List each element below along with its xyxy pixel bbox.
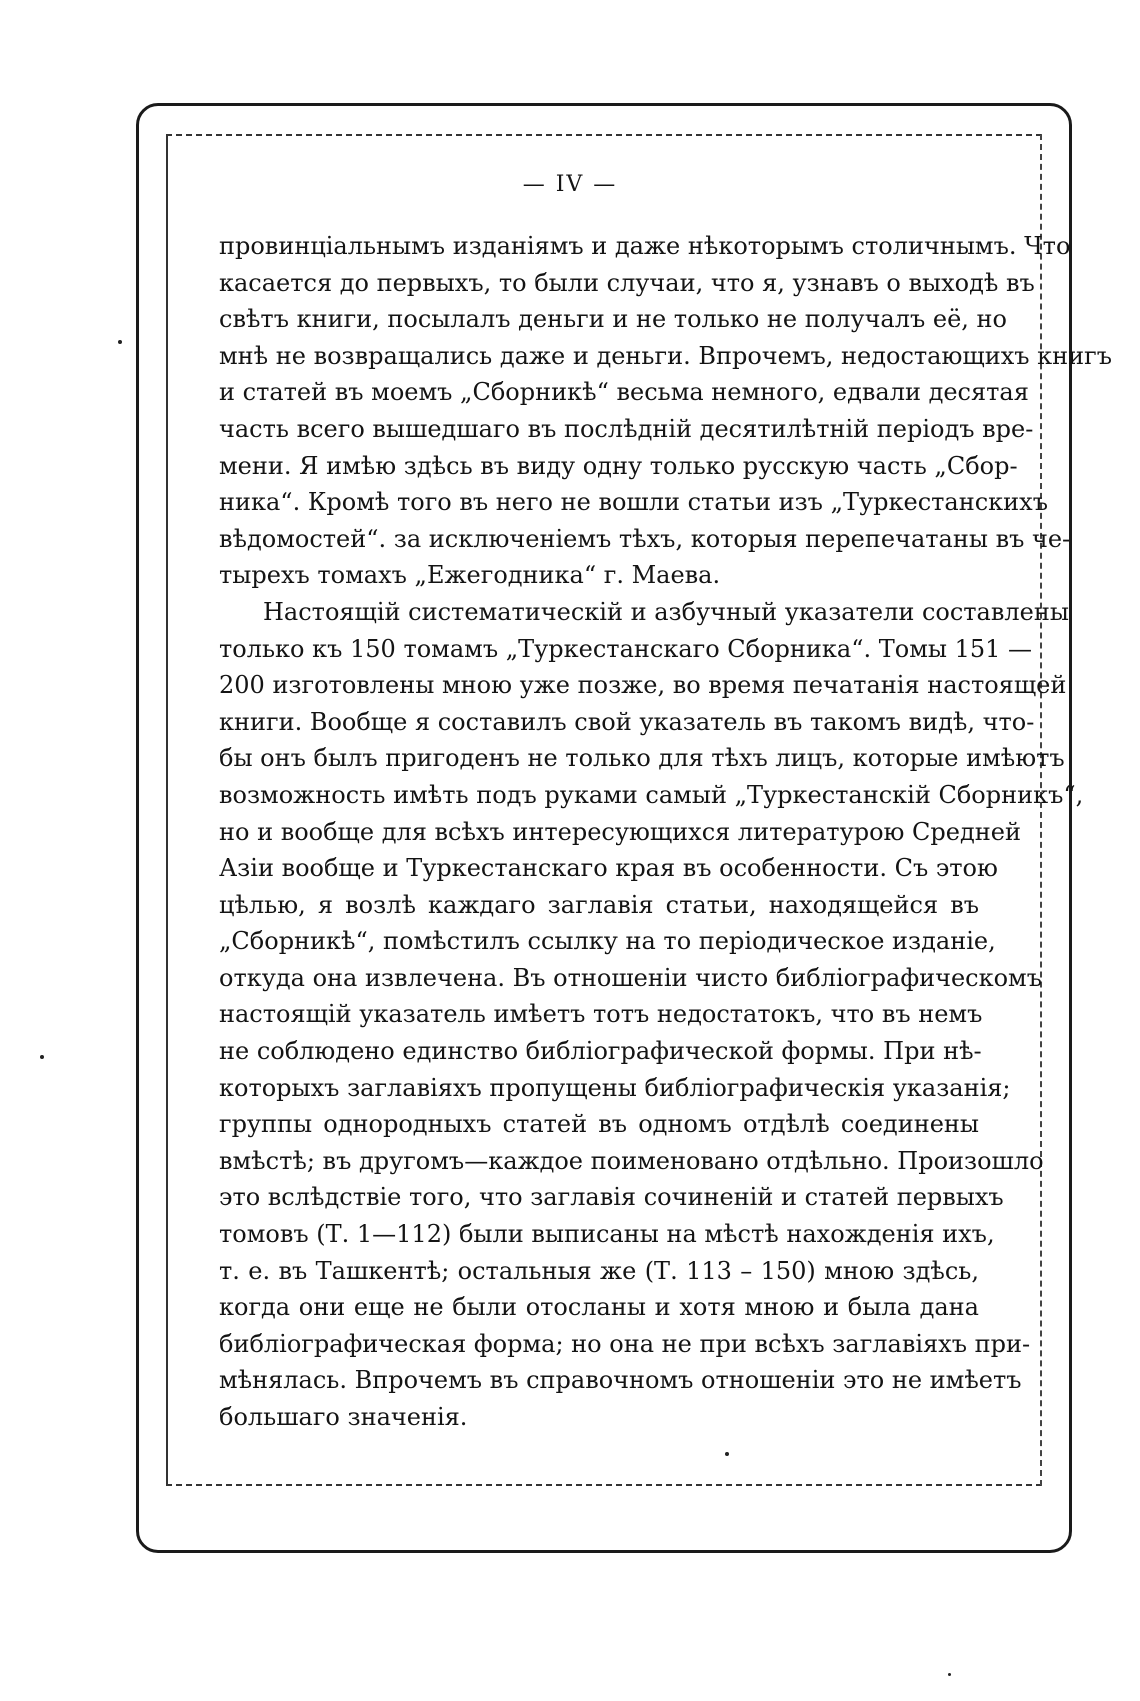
text-line: тырехъ томахъ „Ежегодника“ г. Маева.	[219, 561, 721, 590]
ink-speck	[725, 1452, 729, 1456]
text-line: и статей въ моемъ „Сборникѣ“ весьма немного, едвали десятая	[219, 378, 1029, 407]
text-line: ника“. Кромѣ того въ него не вошли статьи изъ „Туркестанскихъ	[219, 488, 1048, 517]
paragraph-2	[219, 594, 1084, 1436]
text-line: томовъ (Т. 1—112) были выписаны на мѣстѣ нахожденія ихъ,	[219, 1220, 995, 1249]
text-line: вмѣстѣ; въ другомъ—каждое поименовано отдѣльно. Произошло	[219, 1146, 1044, 1175]
text-line: не соблюдено единство библіографической формы. При нѣ-	[219, 1037, 982, 1066]
text-line: мнѣ не возвращались даже и деньги. Впрочемъ, недостающихъ книгъ	[219, 341, 1112, 370]
text-line: „Сборникѣ“, помѣстилъ ссылку на то періодическое изданіе,	[219, 927, 996, 956]
text-line: группы однородныхъ статей въ одномъ отдѣлѣ соединены	[219, 1110, 979, 1139]
paragraph-1	[219, 228, 1112, 594]
text-line: но и вообще для всѣхъ интересующихся литературою Средней	[219, 817, 1021, 846]
text-line: Азіи вообще и Туркестанскаго края въ особенности. Съ этою	[219, 854, 998, 883]
text-line: большаго значенія.	[219, 1403, 468, 1431]
text-line: это вслѣдствіе того, что заглавія сочиненій и статей первыхъ	[219, 1183, 1004, 1212]
text-line: часть всего вышедшаго въ послѣдній десятилѣтній періодъ вре-	[219, 414, 1034, 443]
text-line: Настоящій систематическій и азбучный указатели составлены	[263, 597, 1069, 626]
page-number: — IV —	[522, 172, 618, 197]
ink-speck	[40, 1055, 44, 1059]
text-line: когда они еще не были отосланы и хотя мною и была дана	[219, 1293, 979, 1322]
text-line: провинціальнымъ изданіямъ и даже нѣкоторымъ столичнымъ. Что	[219, 232, 1071, 260]
text-line: возможность имѣть подъ руками самый „Туркестанскій Сборникъ“,	[219, 780, 1084, 809]
text-line: бы онъ былъ пригоденъ не только для тѣхъ лицъ, которые имѣютъ	[219, 744, 1065, 773]
text-line: только къ 150 томамъ „Туркестанскаго Сборника“. Томы 151 —	[219, 634, 1033, 663]
text-line: откуда она извлечена. Въ отношеніи чисто библіографическомъ	[219, 963, 1042, 992]
text-line: цѣлью, я возлѣ каждаго заглавія статьи, находящейся въ	[219, 890, 979, 919]
text-line: которыхъ заглавіяхъ пропущены библіографическія указанія;	[219, 1073, 1011, 1102]
ink-speck	[948, 1673, 951, 1676]
text-line: книги. Вообще я составилъ свой указатель въ такомъ видѣ, что-	[219, 707, 1035, 736]
text-line: касается до первыхъ, то были случаи, что я, узнавъ о выходѣ въ	[219, 268, 1035, 297]
text-line: мени. Я имѣю здѣсь въ виду одну только русскую часть „Сбор-	[219, 451, 1018, 480]
ink-speck	[118, 340, 122, 344]
text-line: библіографическая форма; но она не при всѣхъ заглавіяхъ при-	[219, 1329, 1031, 1358]
text-line: 200 изготовлены мною уже позже, во время печатанія настоящей	[219, 671, 1067, 700]
text-line: мѣнялась. Впрочемъ въ справочномъ отношеніи это не имѣетъ	[219, 1366, 1022, 1395]
text-line: настоящій указатель имѣетъ тотъ недостатокъ, что въ немъ	[219, 1000, 983, 1029]
text-line: свѣтъ книги, посылалъ деньги и не только не получалъ её, но	[219, 305, 1007, 334]
body-text	[219, 228, 1112, 1436]
text-line: т. е. въ Ташкентѣ; остальныя же (Т. 113 – 150) мною здѣсь,	[219, 1256, 979, 1285]
text-line: вѣдомостей“. за исключеніемъ тѣхъ, которыя перепечатаны въ че-	[219, 524, 1071, 553]
